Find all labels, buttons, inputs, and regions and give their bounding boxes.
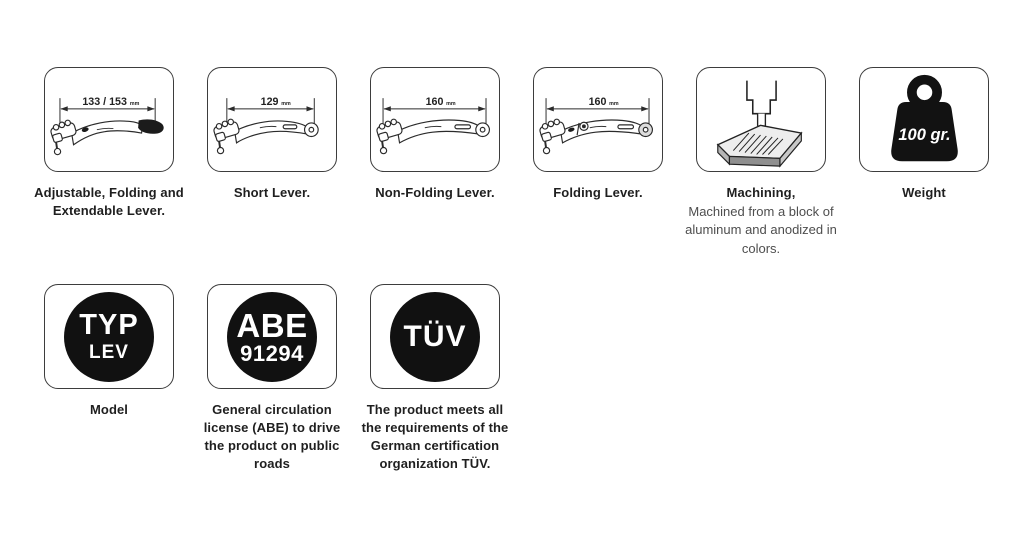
card-title: Adjustable, Folding and Extendable Lever. (34, 185, 184, 218)
lever-non-folding-icon (372, 69, 499, 171)
card-model (44, 284, 174, 473)
badge-line-2: LEV (89, 342, 129, 364)
dimension-value: 160 (588, 95, 606, 108)
dimension-value: 160 (425, 95, 443, 108)
card-title: Short Lever. (233, 185, 311, 200)
tuv-badge-icon (390, 292, 480, 382)
dimension-unit: mm (280, 100, 291, 107)
dimension-unit: mm (608, 100, 619, 107)
card-abe-license (203, 284, 341, 473)
card-short-lever (207, 67, 337, 258)
card-subtitle: Machined from a block of aluminum and anodized in colors. (685, 203, 837, 256)
card-title: Weight (902, 185, 946, 200)
feature-row-1 (34, 67, 1024, 258)
icon-box (696, 67, 826, 172)
card-title: Model (89, 402, 129, 418)
icon-box (370, 67, 500, 172)
card-title: General circulation license (ABE) to drive the product on public roads (203, 402, 341, 472)
icon-box (370, 284, 500, 389)
dimension-unit: mm (445, 100, 456, 107)
icon-box (533, 67, 663, 172)
typ-lev-badge-icon (64, 292, 154, 382)
badge-line-1: TÜV (403, 319, 467, 353)
icon-box (207, 67, 337, 172)
lever-folding-icon (535, 69, 662, 171)
milling-machine-icon (698, 69, 825, 171)
card-weight (859, 67, 989, 258)
badge-line-2: 91294 (240, 340, 304, 366)
feature-row-2 (44, 284, 1024, 473)
dimension-unit: mm (129, 100, 139, 107)
icon-box (44, 67, 174, 172)
card-title: Machining, (726, 185, 796, 200)
weight-value: 100 gr. (897, 125, 951, 144)
card-title: Non-Folding Lever. (375, 185, 495, 200)
badge-line-1: ABE (236, 306, 308, 344)
card-non-folding-lever (370, 67, 500, 258)
card-tuv-certification (361, 284, 509, 473)
card-title: Folding Lever. (553, 185, 643, 200)
dimension-value: 129 (260, 95, 278, 108)
kettlebell-weight-icon (861, 69, 988, 171)
card-title: The product meets all the requirements of the German certification organization TÜV. (361, 402, 509, 472)
card-machining (685, 67, 837, 258)
abe-badge-icon (227, 292, 317, 382)
lever-adjustable-extendable-icon (46, 69, 173, 171)
lever-short-icon (209, 69, 336, 171)
badge-line-1: TYP (79, 309, 139, 342)
card-folding-lever (533, 67, 663, 258)
dimension-value: 133 / 153 (81, 95, 127, 108)
icon-box (207, 284, 337, 389)
card-adjustable-lever (34, 67, 184, 258)
icon-box (859, 67, 989, 172)
icon-box (44, 284, 174, 389)
